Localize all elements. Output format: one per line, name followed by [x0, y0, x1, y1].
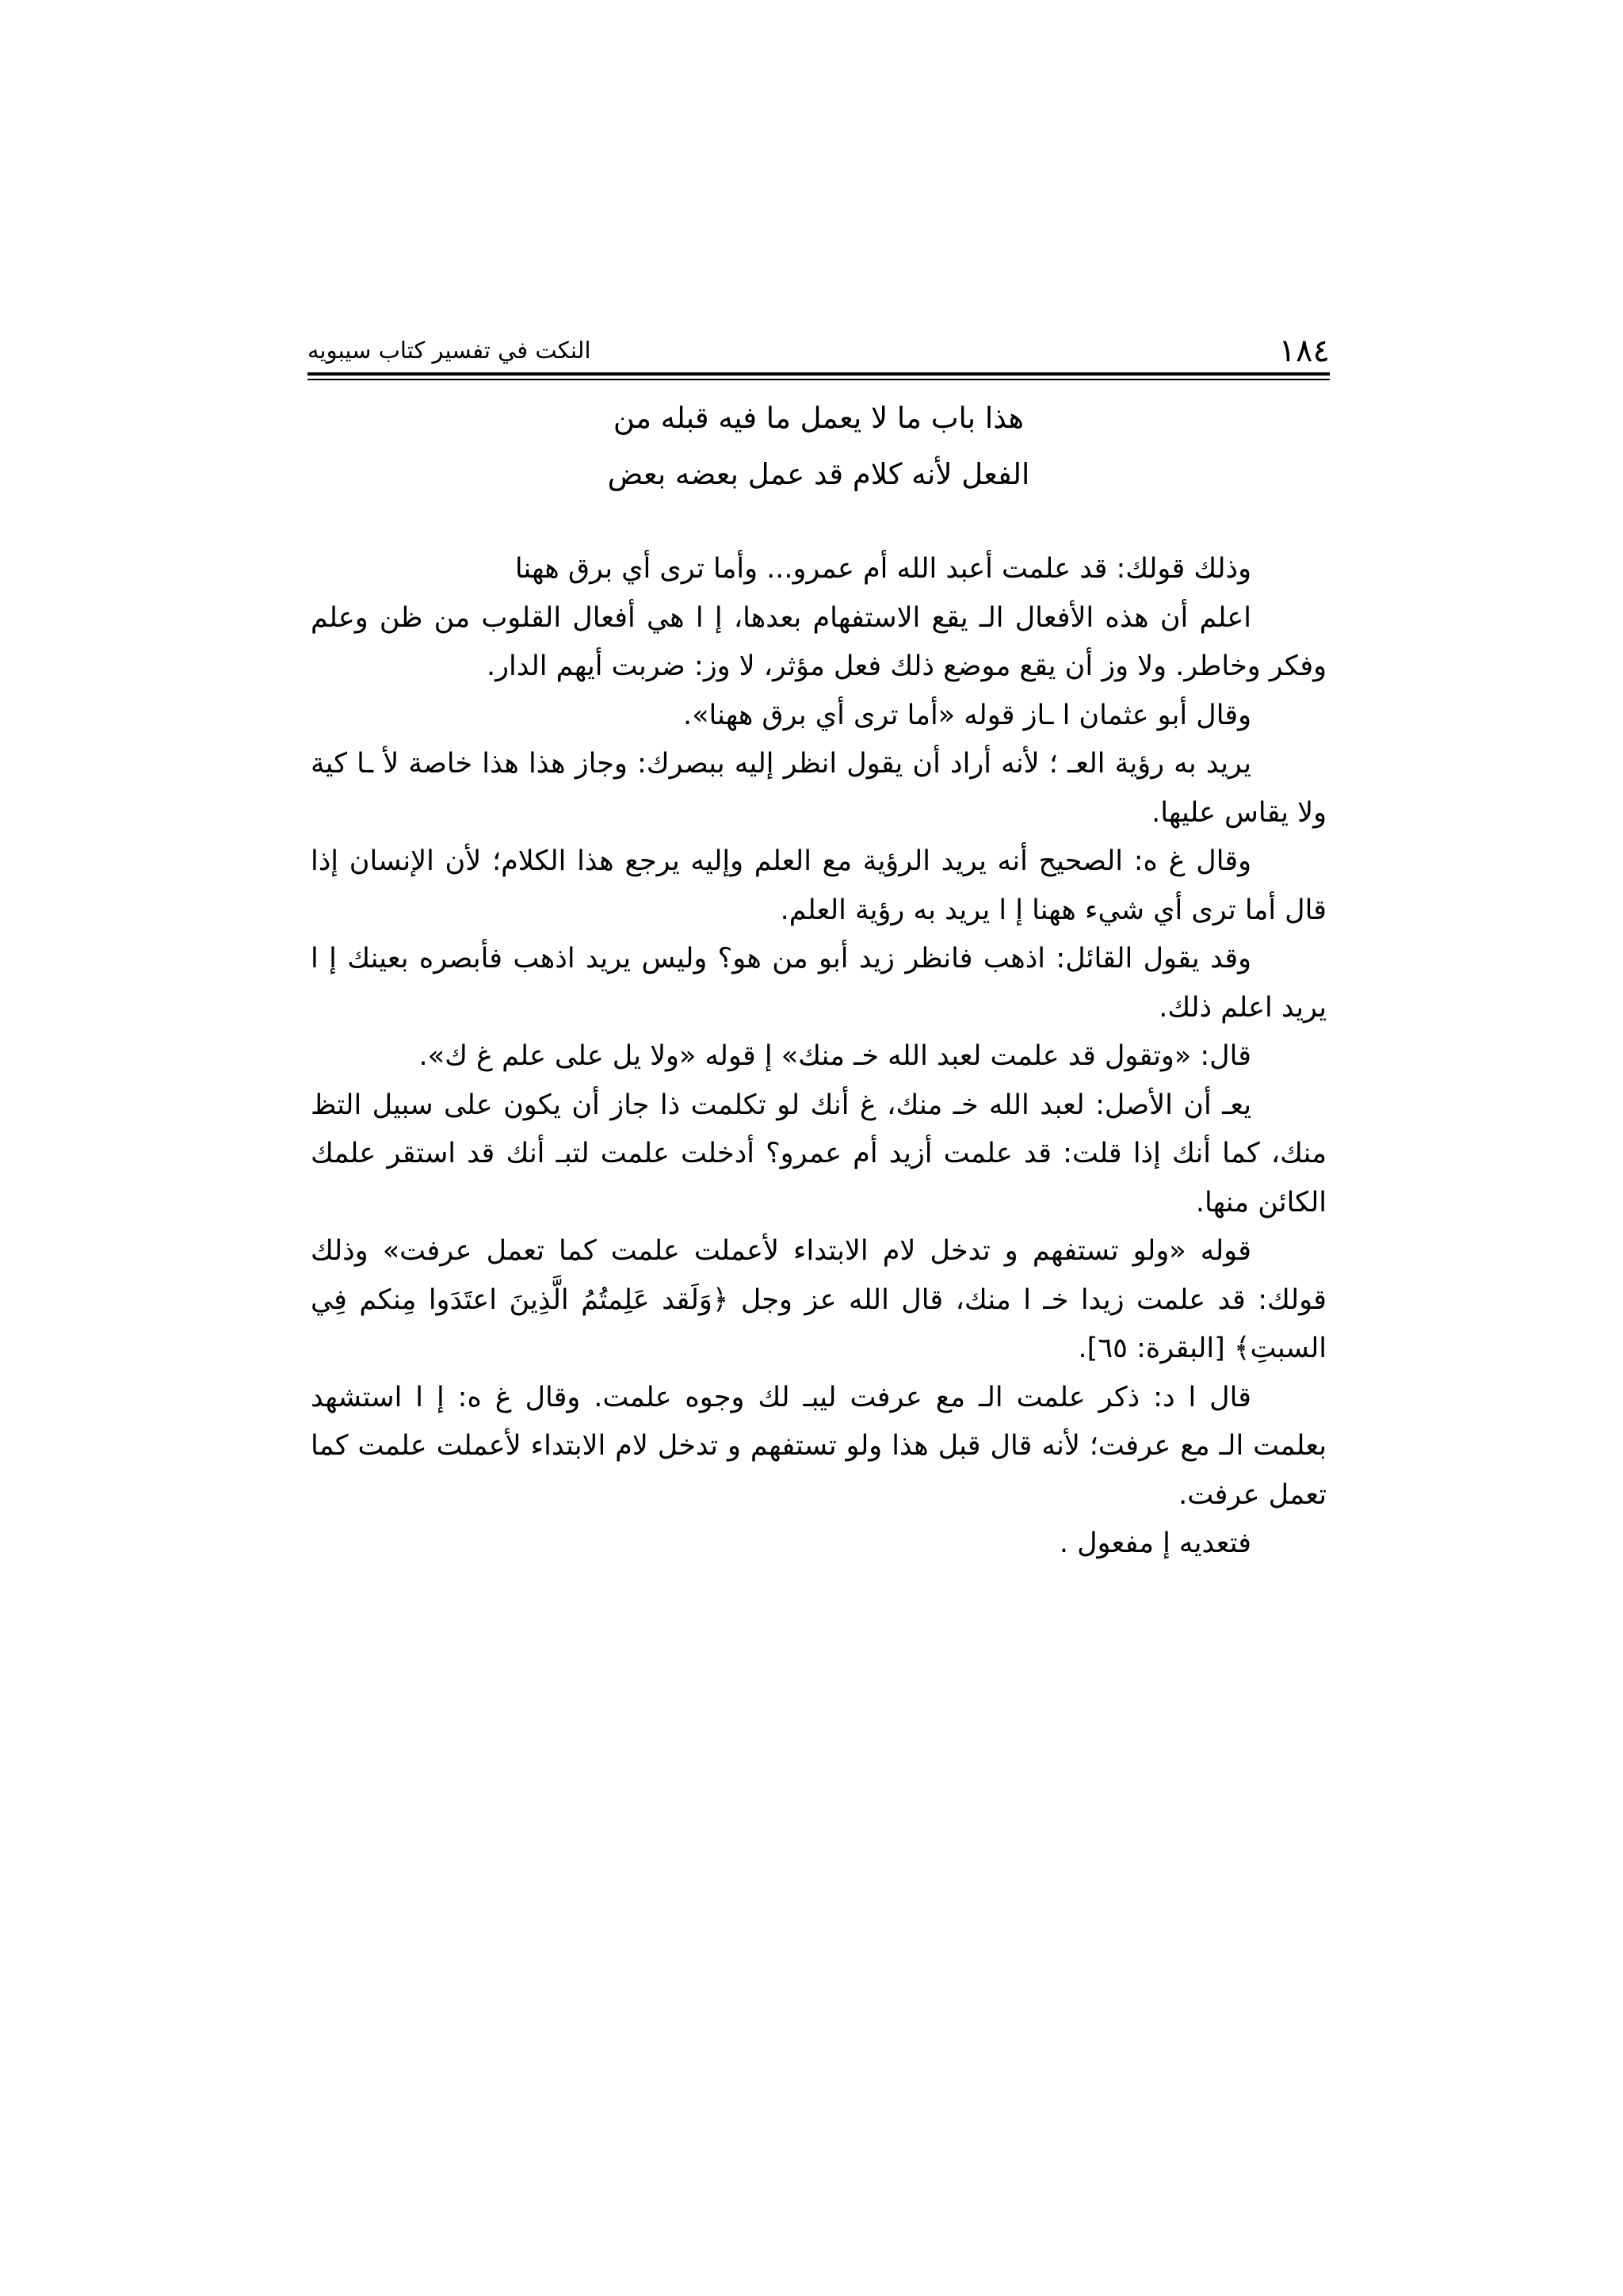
book-title: النكت في تفسير كتاب سيبويه [307, 337, 591, 364]
paragraph: فتعديه إ مفعول . [1059, 1527, 1251, 1559]
paragraph: اعلم أن هذه الأفعال الـ يقع الاستفهام بعدها، إ ا هي أفعال القلوب من ظن وعلم وفكر وخاطر. ولا وز أن يقع موضع ذلك فعل مؤثر، لا وز: ضربت أيهم الدار. [311, 601, 1327, 682]
paragraph: وقد يقول القائل: اذهب فانظر زيد أبو من هو؟ وليس يريد اذهب فأبصره بعينك إ ا يريد اعلم ذلك. [311, 943, 1327, 1024]
paragraph: يريد به رؤية العـ ؛ لأنه أراد أن يقول انظر إليه ببصرك: وجاز هذا هذا خاصة لأ ـا كية ولا يقاس عليها. [311, 748, 1327, 829]
paragraph: قال: «وتقول قد علمت لعبد الله خـ منك» إ قوله «ولا يل على علم غ ك». [418, 1040, 1251, 1072]
page-number: ١٨٤ [1278, 333, 1330, 369]
running-header [307, 331, 1330, 371]
header-rule-thin [307, 379, 1330, 380]
paragraph: وذلك قولك: قد علمت أعبد الله أم عمرو... وأما ترى أي برق ههنا [514, 553, 1251, 585]
paragraph: وقال أبو عثمان ا ـاز قوله «أما ترى أي برق ههنا». [682, 699, 1251, 731]
paragraph: قوله «ولو تستفهم و تدخل لام الابتداء لأعملت علمت كما تعمل عرفت» وذلك قولك: قد علمت زيدا خـ ا منك، قال الله عز وجل ﴿وَلَقد عَلِمتُمُ الَّذِينَ اعتَدَوا مِنكم فِي السبتِ﴾ [البقرة: ٦٥]. [311, 1235, 1327, 1364]
chapter-heading-line-2: الفعل لأنه كلام قد عمل بعضه بعض [607, 457, 1030, 491]
header-rule-thick [307, 372, 1330, 376]
paragraph: وقال غ ه: الصحيح أنه يريد الرؤية مع العلم وإليه يرجع هذا الكلام؛ لأن الإنسان إذا قال أما ترى أي شيء ههنا إ ا يريد به رؤية العلم. [311, 845, 1327, 926]
paragraph: يعـ أن الأصل: لعبد الله خـ منك، غ أنك لو تكلمت ذا جاز أن يكون على سبيل التظ منك، كما أنك إذا قلت: قد علمت أزيد أم عمرو؟ أدخلت علمت لتبـ أنك قد استقر علمك الكائن منها. [311, 1089, 1327, 1219]
chapter-heading-line-1: هذا باب ما لا يعمل ما فيه قبله من [613, 401, 1025, 435]
paragraph: قال ا د: ذكر علمت الـ مع عرفت ليبـ لك وجوه علمت. وقال غ ه: إ ا استشهد بعلمت الـ مع عرفت؛ لأنه قال قبل هذا ولو تستفهم و تدخل لام الابتداء لأعملت علمت كما تعمل عرفت. [311, 1381, 1327, 1511]
body-text [311, 545, 1327, 1569]
